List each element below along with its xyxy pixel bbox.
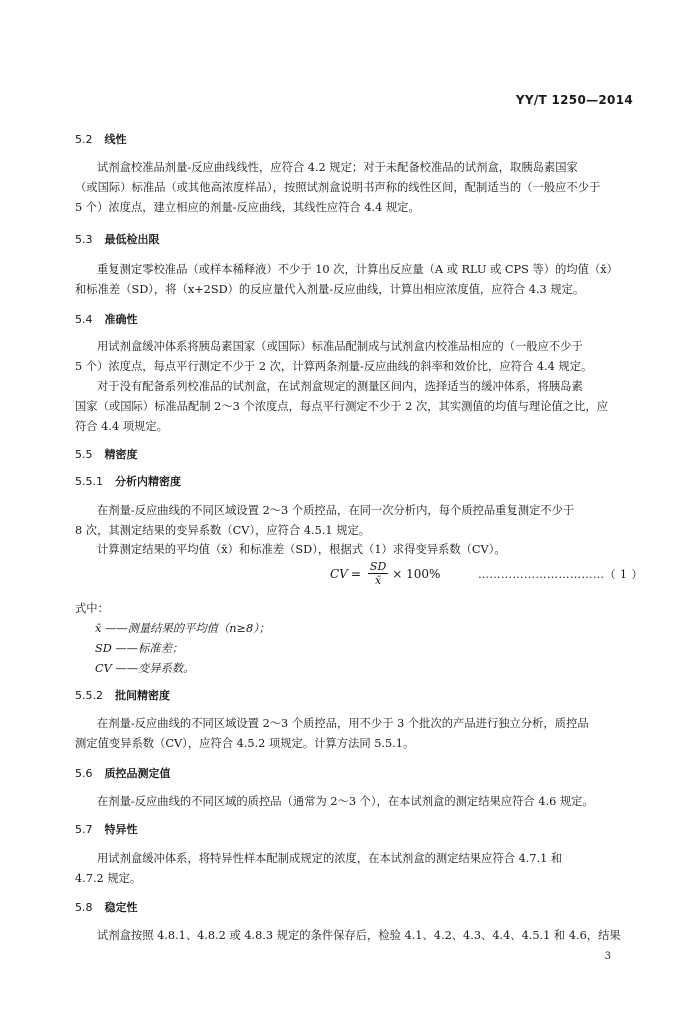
text-line: 符合 4.4 项规定。 [75,420,168,433]
section-number: 5.5 [75,448,93,461]
text-line: 国家（或国际）标准品配制 2～3 个浓度点，每点平行测定不少于 2 次，其实测值的均值与理论值之比，应 [75,400,608,413]
section-heading-5-3 [75,231,160,247]
section-number: 5.6 [75,767,93,780]
section-title: 精密度 [104,448,138,461]
section-title: 特异性 [104,823,138,836]
paragraph-5-6 [75,792,629,812]
formula-lhs: CV [330,566,348,581]
paragraph-5-7 [75,849,629,889]
formula-denominator: x̄ [374,574,382,587]
section-number: 5.5.1 [75,475,103,488]
paragraph-5-3 [75,260,629,300]
section-number: 5.8 [75,901,93,914]
text-line: 5 个）浓度点，每点平行测定不少于 2 次，计算两条剂量-反应曲线的斜率和效价比，应符合 4.4 规定。 [75,360,593,373]
text-line: 用试剂盒缓冲体系，将特异性样本配制成规定的浓度，在本试剂盒的测定结果应符合 4.7.1 和 [97,852,563,865]
paragraph-5-5-1b [75,540,629,560]
text-line: 对于没有配备系列校准品的试剂盒，在试剂盒规定的测量区间内，选择适当的缓冲体系，将胰岛素 [97,380,583,393]
section-number: 5.3 [75,233,93,246]
section-title: 质控品测定值 [104,767,171,780]
section-title: 最低检出限 [104,233,160,246]
text-line: 试剂盒校准品剂量-反应曲线线性，应符合 4.2 规定；对于未配备校准品的试剂盒，取胰岛素国家 [97,161,578,174]
paragraph-5-5-2 [75,714,629,754]
paragraph-5-5-1a [75,501,629,541]
section-title: 线性 [104,133,127,146]
paragraph-5-8 [75,926,629,946]
text-line: 试剂盒按照 4.8.1、4.8.2 或 4.8.3 规定的条件保存后，检验 4.1、4.2、4.3、4.4、4.5.1 和 4.6，结果 [97,929,621,942]
section-number: 5.7 [75,823,93,836]
where-intro: 式中： [75,602,109,615]
formula-rest: × 100% [392,566,441,581]
text-line: 测定值变异系数（CV），应符合 4.5.2 项规定。计算方法同 5.5.1。 [75,737,415,750]
section-heading-5-5-1 [75,473,181,489]
section-title: 准确性 [104,313,138,326]
section-title: 批间精密度 [115,689,170,702]
equation-number: ……………………………（ 1 ） [478,568,643,581]
section-title: 稳定性 [104,901,138,914]
page-number: 3 [604,951,611,962]
paragraph-5-4b [75,377,629,437]
section-heading-5-7 [75,821,138,837]
text-line: 计算测定结果的平均值（x̄）和标准差（SD），根据式（1）求得变异系数（CV）。 [97,543,506,556]
section-heading-5-4 [75,311,138,327]
where-item-cv: CV ——变异系数。 [95,662,195,675]
formula-equals: = [350,566,361,581]
formula-numerator: SD [369,560,387,573]
formula-fraction [368,560,388,587]
section-heading-5-8 [75,899,138,915]
text-line: 在剂量-反应曲线的不同区域的质控品（通常为 2～3 个），在本试剂盒的测定结果应符合 4.6 规定。 [97,795,594,808]
section-heading-5-5 [75,446,138,462]
section-number: 5.2 [75,133,93,146]
text-line: 重复测定零校准品（或样本稀释液）不少于 10 次，计算出反应量（A 或 RLU 或 CPS 等）的均值（x̄） [97,263,618,276]
text-line: 用试剂盒缓冲体系将胰岛素国家（或国际）标准品配制成与试剂盒内校准品相应的（一般应不少于 [97,340,583,353]
section-number: 5.5.2 [75,689,103,702]
text-line: 和标准差（SD），将（x+2SD）的反应量代入剂量-反应曲线，计算出相应浓度值，应符合 4.3 规定。 [75,283,585,296]
section-heading-5-5-2 [75,687,170,703]
where-item-mean: x̄ ——测量结果的平均值（n≥8）； [95,622,271,635]
cv-formula [330,560,440,587]
text-line: 4.7.2 规定。 [75,872,142,885]
section-number: 5.4 [75,313,93,326]
section-heading-5-6 [75,765,171,781]
paragraph-5-4a [75,337,629,377]
text-line: 5 个）浓度点，建立相应的剂量-反应曲线，其线性应符合 4.4 规定。 [75,201,420,214]
text-line: （或国际）标准品（或其他高浓度样品），按照试剂盒说明书声称的线性区间，配制适当的（一般应不少于 [75,181,601,194]
text-line: 在剂量-反应曲线的不同区域设置 2～3 个质控品，在同一次分析内，每个质控品重复测定不少于 [97,504,575,517]
text-line: 在剂量-反应曲线的不同区域设置 2～3 个质控品，用不少于 3 个批次的产品进行独立分析，质控品 [97,717,589,730]
standard-code: YY/T 1250—2014 [515,93,633,107]
where-item-sd: SD ——标准差； [95,642,184,655]
text-line: 8 次，其测定结果的变异系数（CV），应符合 4.5.1 规定。 [75,524,371,537]
paragraph-5-2 [75,158,629,218]
section-title: 分析内精密度 [115,475,181,488]
section-heading-5-2 [75,131,127,147]
